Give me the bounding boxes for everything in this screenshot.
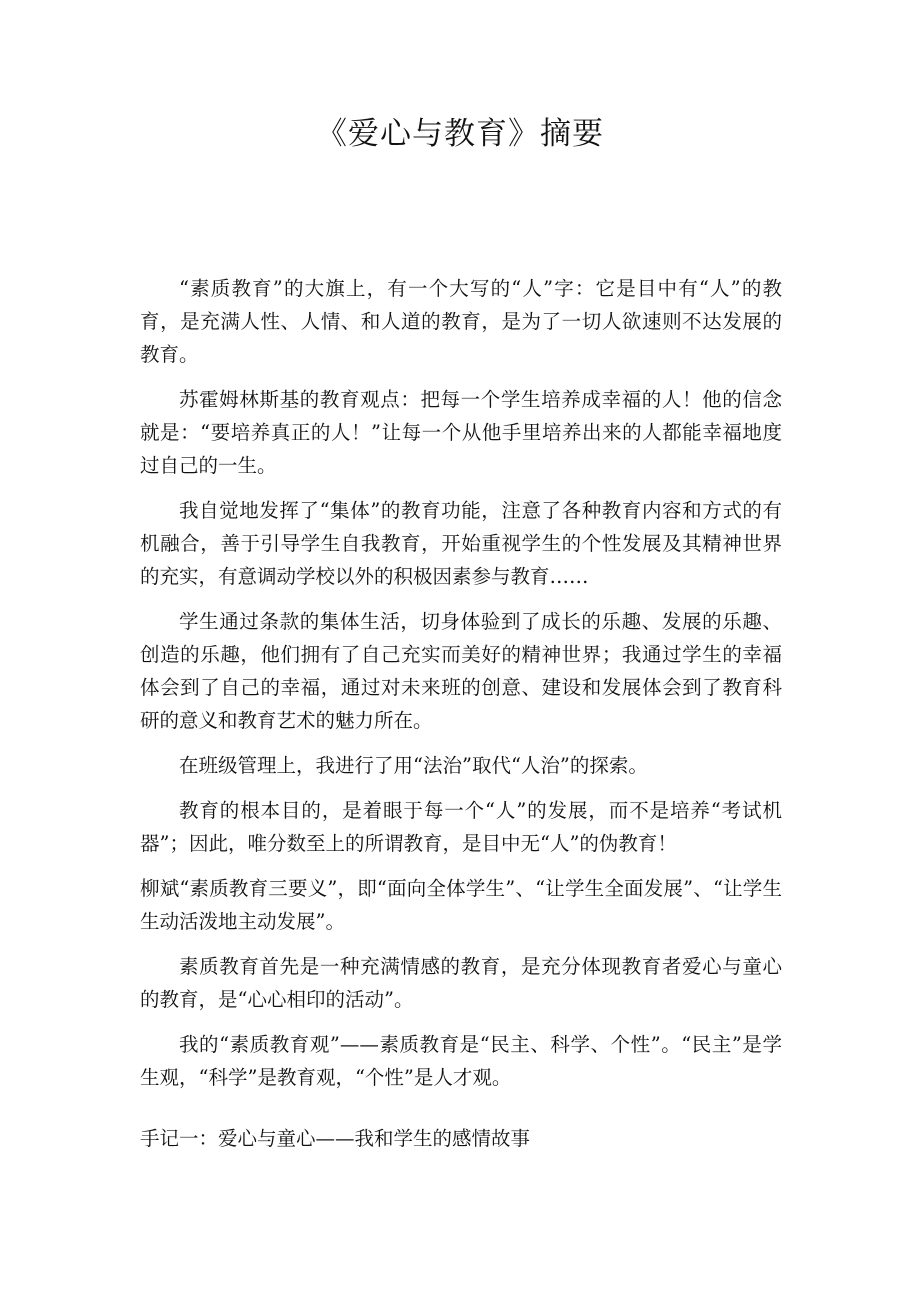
paragraph-4: 学生通过条款的集体生活，切身体验到了成长的乐趣、发展的乐趣、创造的乐趣，他们拥有了自己充实而美好的精神世界；我通过学生的幸福体会到了自己的幸福，通过对未来班的创意、建设和发展体会到了教育科研的意义和教育艺术的魅力所在。 <box>140 610 782 732</box>
document-title: 《爱心与教育》摘要 <box>316 116 604 152</box>
paragraph-7: 柳斌“素质教育三要义”，即“面向全体学生”、“让学生全面发展”、“让学生生动活泼地主动发展”。 <box>140 877 782 933</box>
paragraph-5: 在班级管理上，我进行了用“法治”取代“人治”的探索。 <box>179 754 648 777</box>
paragraph-3: 我自觉地发挥了“集体”的教育功能，注意了各种教育内容和方式的有机融合，善于引导学生自我教育，开始重视学生的个性发展及其精神世界的充实，有意调动学校以外的积极因素参与教育…… <box>140 499 782 588</box>
paragraph-1: “素质教育”的大旗上，有一个大写的“人”字：它是目中有“人”的教育，是充满人性、人情、和人道的教育，是为了一切人欲速则不达发展的教育。 <box>140 277 782 366</box>
paragraph-6: 教育的根本目的，是着眼于每一个“人”的发展，而不是培养“考试机器”；因此，唯分数至上的所谓教育，是目中无“人”的伪教育！ <box>140 799 782 855</box>
document-body <box>140 272 782 1106</box>
paragraph-8: 素质教育首先是一种充满情感的教育，是充分体现教育者爱心与童心的教育，是“心心相印的活动”。 <box>140 955 782 1011</box>
section-heading: 手记一：爱心与童心——我和学生的感情故事 <box>140 1127 531 1150</box>
paragraph-2: 苏霍姆林斯基的教育观点：把每一个学生培养成幸福的人！他的信念就是：“要培养真正的人！”让每一个从他手里培养出来的人都能幸福地度过自己的一生。 <box>140 388 782 477</box>
paragraph-9: 我的“素质教育观”——素质教育是“民主、科学、个性”。“民主”是学生观，“科学”是教育观，“个性”是人才观。 <box>140 1033 782 1089</box>
